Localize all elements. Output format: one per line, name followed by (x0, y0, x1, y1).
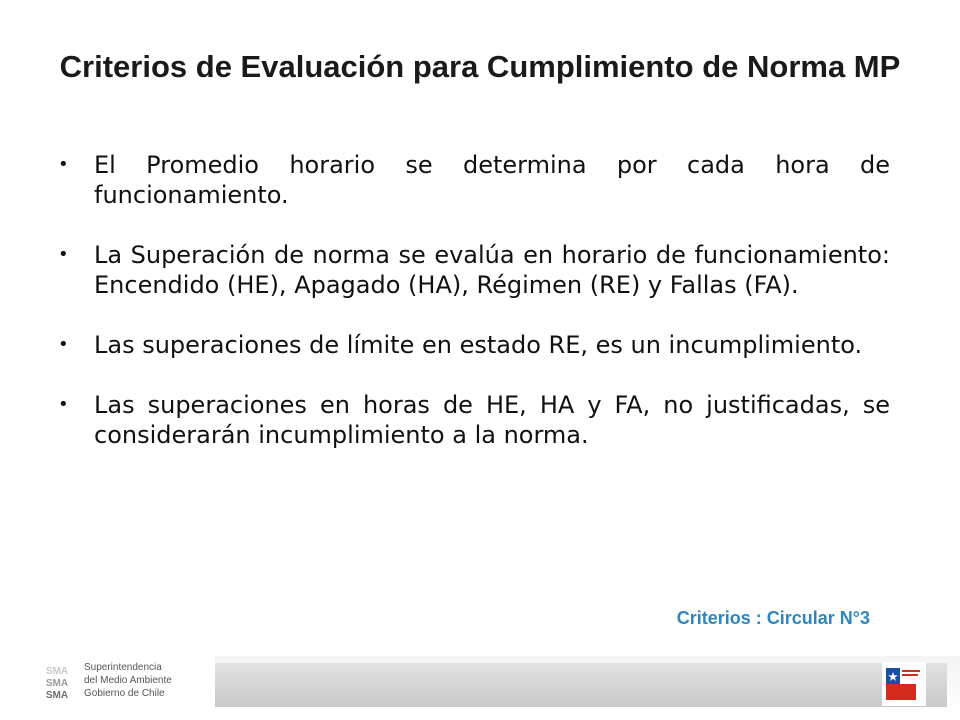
bullet-text: Las superaciones en horas de HE, HA y FA, no justificadas, se considerarán incumplimiento a la norma. (94, 391, 890, 449)
org-line: Gobierno de Chile (84, 688, 165, 699)
bullet-marker: • (58, 334, 69, 355)
org-name (84, 661, 214, 700)
bullet-marker: • (58, 154, 69, 175)
bullet-text: Las superaciones de límite en estado RE, es un incumplimiento. (94, 331, 863, 359)
bullet-marker: • (58, 244, 69, 265)
svg-text:SMA: SMA (45, 690, 69, 701)
bullet-item (58, 150, 890, 210)
bullet-text: El Promedio horario se determina por cada hora de funcionamiento. (94, 151, 890, 209)
org-line: Superintendencia (84, 662, 162, 673)
bullet-item (58, 330, 890, 360)
bullet-text: La Superación de norma se evalúa en horario de funcionamiento: Encendido (HE), Apagado (HA), Régimen (RE) y Fallas (FA). (94, 241, 890, 299)
slide-title: Criterios de Evaluación para Cumplimiento de Norma MP (59, 49, 901, 84)
bullet-list (58, 150, 890, 480)
org-line: del Medio Ambiente (84, 675, 172, 686)
svg-text:SMA: SMA (45, 666, 69, 677)
source-note: Criterios : Circular N°3 (676, 608, 870, 628)
footer-bar (205, 663, 947, 707)
svg-text:SMA: SMA (45, 678, 69, 689)
bullet-item (58, 240, 890, 300)
bullet-marker: • (58, 394, 69, 415)
gobierno-de-chile-logo-icon (882, 662, 926, 706)
bullet-item (58, 390, 890, 450)
sma-logo-icon (40, 662, 74, 702)
